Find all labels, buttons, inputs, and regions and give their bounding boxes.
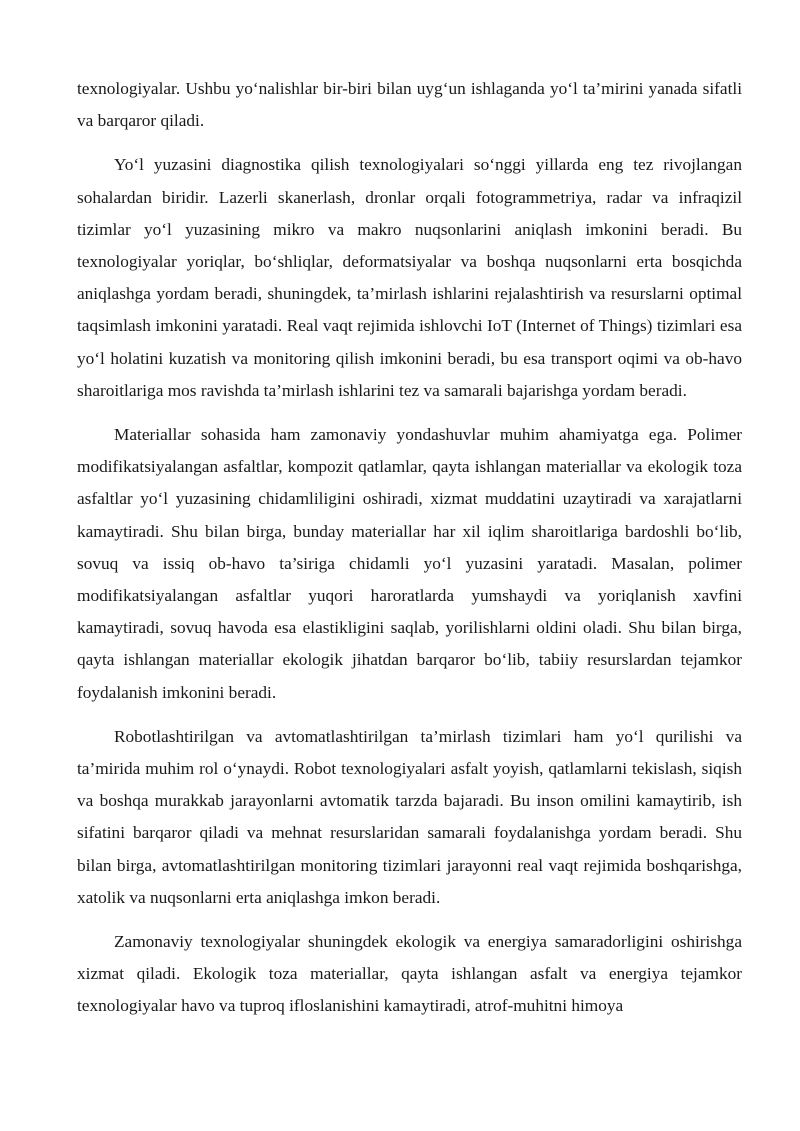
paragraph-surface-diagnostics: Yo‘l yuzasini diagnostika qilish texnologiyalari so‘nggi yillarda eng tez rivojlangan sohalardan biridir. Lazerli skanerlash, dronlar orqali fotogrammetriya, radar va infraqizil tizimlar yo‘l yuzasining mikro va makro nuqsonlarini aniqlash imkonini beradi. Bu texnologiyalar yoriqlar, bo‘shliqlar, deformatsiyalar va boshqa nuqsonlarni erta bosqichda aniqlashga yordam beradi, shuningdek, ta’mirlash ishlarini rejalashtirish va resurslarni optimal taqsimlash imkonini yaratadi. Real vaqt rejimida ishlovchi IoT (Internet of Things) tizimlari esa yo‘l holatini kuzatish va monitoring qilish imkonini beradi, bu esa transport oqimi va ob-havo sharoitlariga mos ravishda ta’mirlash ishlarini tez va samarali bajarishga yordam beradi.	[77, 155, 742, 400]
paragraph-continuation: texnologiyalar. Ushbu yo‘nalishlar bir-biri bilan uyg‘un ishlaganda yo‘l ta’mirini yanada sifatli va barqaror qiladi.	[77, 79, 742, 131]
document-page	[77, 73, 742, 1035]
paragraph-ecology-energy: Zamonaviy texnologiyalar shuningdek ekologik va energiya samaradorligini oshirishga xizmat qiladi. Ekologik toza materiallar, qayta ishlangan asfalt va energiya tejamkor texnologiyalar havo va tuproq ifloslanishini kamaytiradi, atrof-muhitni himoya	[77, 932, 742, 1016]
paragraph-materials: Materiallar sohasida ham zamonaviy yondashuvlar muhim ahamiyatga ega. Polimer modifikatsiyalangan asfaltlar, kompozit qatlamlar, qayta ishlangan materiallar va ekologik toza asfaltlar yo‘l yuzasining chidamliligini oshiradi, xizmat muddatini uzaytiradi va xarajatlarni kamaytiradi. Shu bilan birga, bunday materiallar har xil iqlim sharoitlariga bardoshli bo‘lib, sovuq va issiq ob-havo ta’siriga chidamli yo‘l yuzasini yaratadi. Masalan, polimer modifikatsiyalangan asfaltlar yuqori haroratlarda yumshaydi va yoriqlanish xavfini kamaytiradi, sovuq havoda esa elastikligini saqlab, yorilishlarni oldini oladi. Shu bilan birga, qayta ishlangan materiallar ekologik jihatdan barqaror bo‘lib, tabiiy resurslardan tejamkor foydalanish imkonini beradi.	[77, 425, 742, 702]
paragraph-robotic-repair: Robotlashtirilgan va avtomatlashtirilgan ta’mirlash tizimlari ham yo‘l qurilishi va ta’mirida muhim rol o‘ynaydi. Robot texnologiyalari asfalt yoyish, qatlamlarni tekislash, siqish va boshqa murakkab jarayonlarni avtomatik tarzda bajaradi. Bu inson omilini kamaytirib, ish sifatini barqaror qiladi va mehnat resurslaridan samarali foydalanishga yordam beradi. Shu bilan birga, avtomatlashtirilgan monitoring tizimlari jarayonni real vaqt rejimida boshqarishga, xatolik va nuqsonlarni erta aniqlashga imkon beradi.	[77, 726, 742, 907]
